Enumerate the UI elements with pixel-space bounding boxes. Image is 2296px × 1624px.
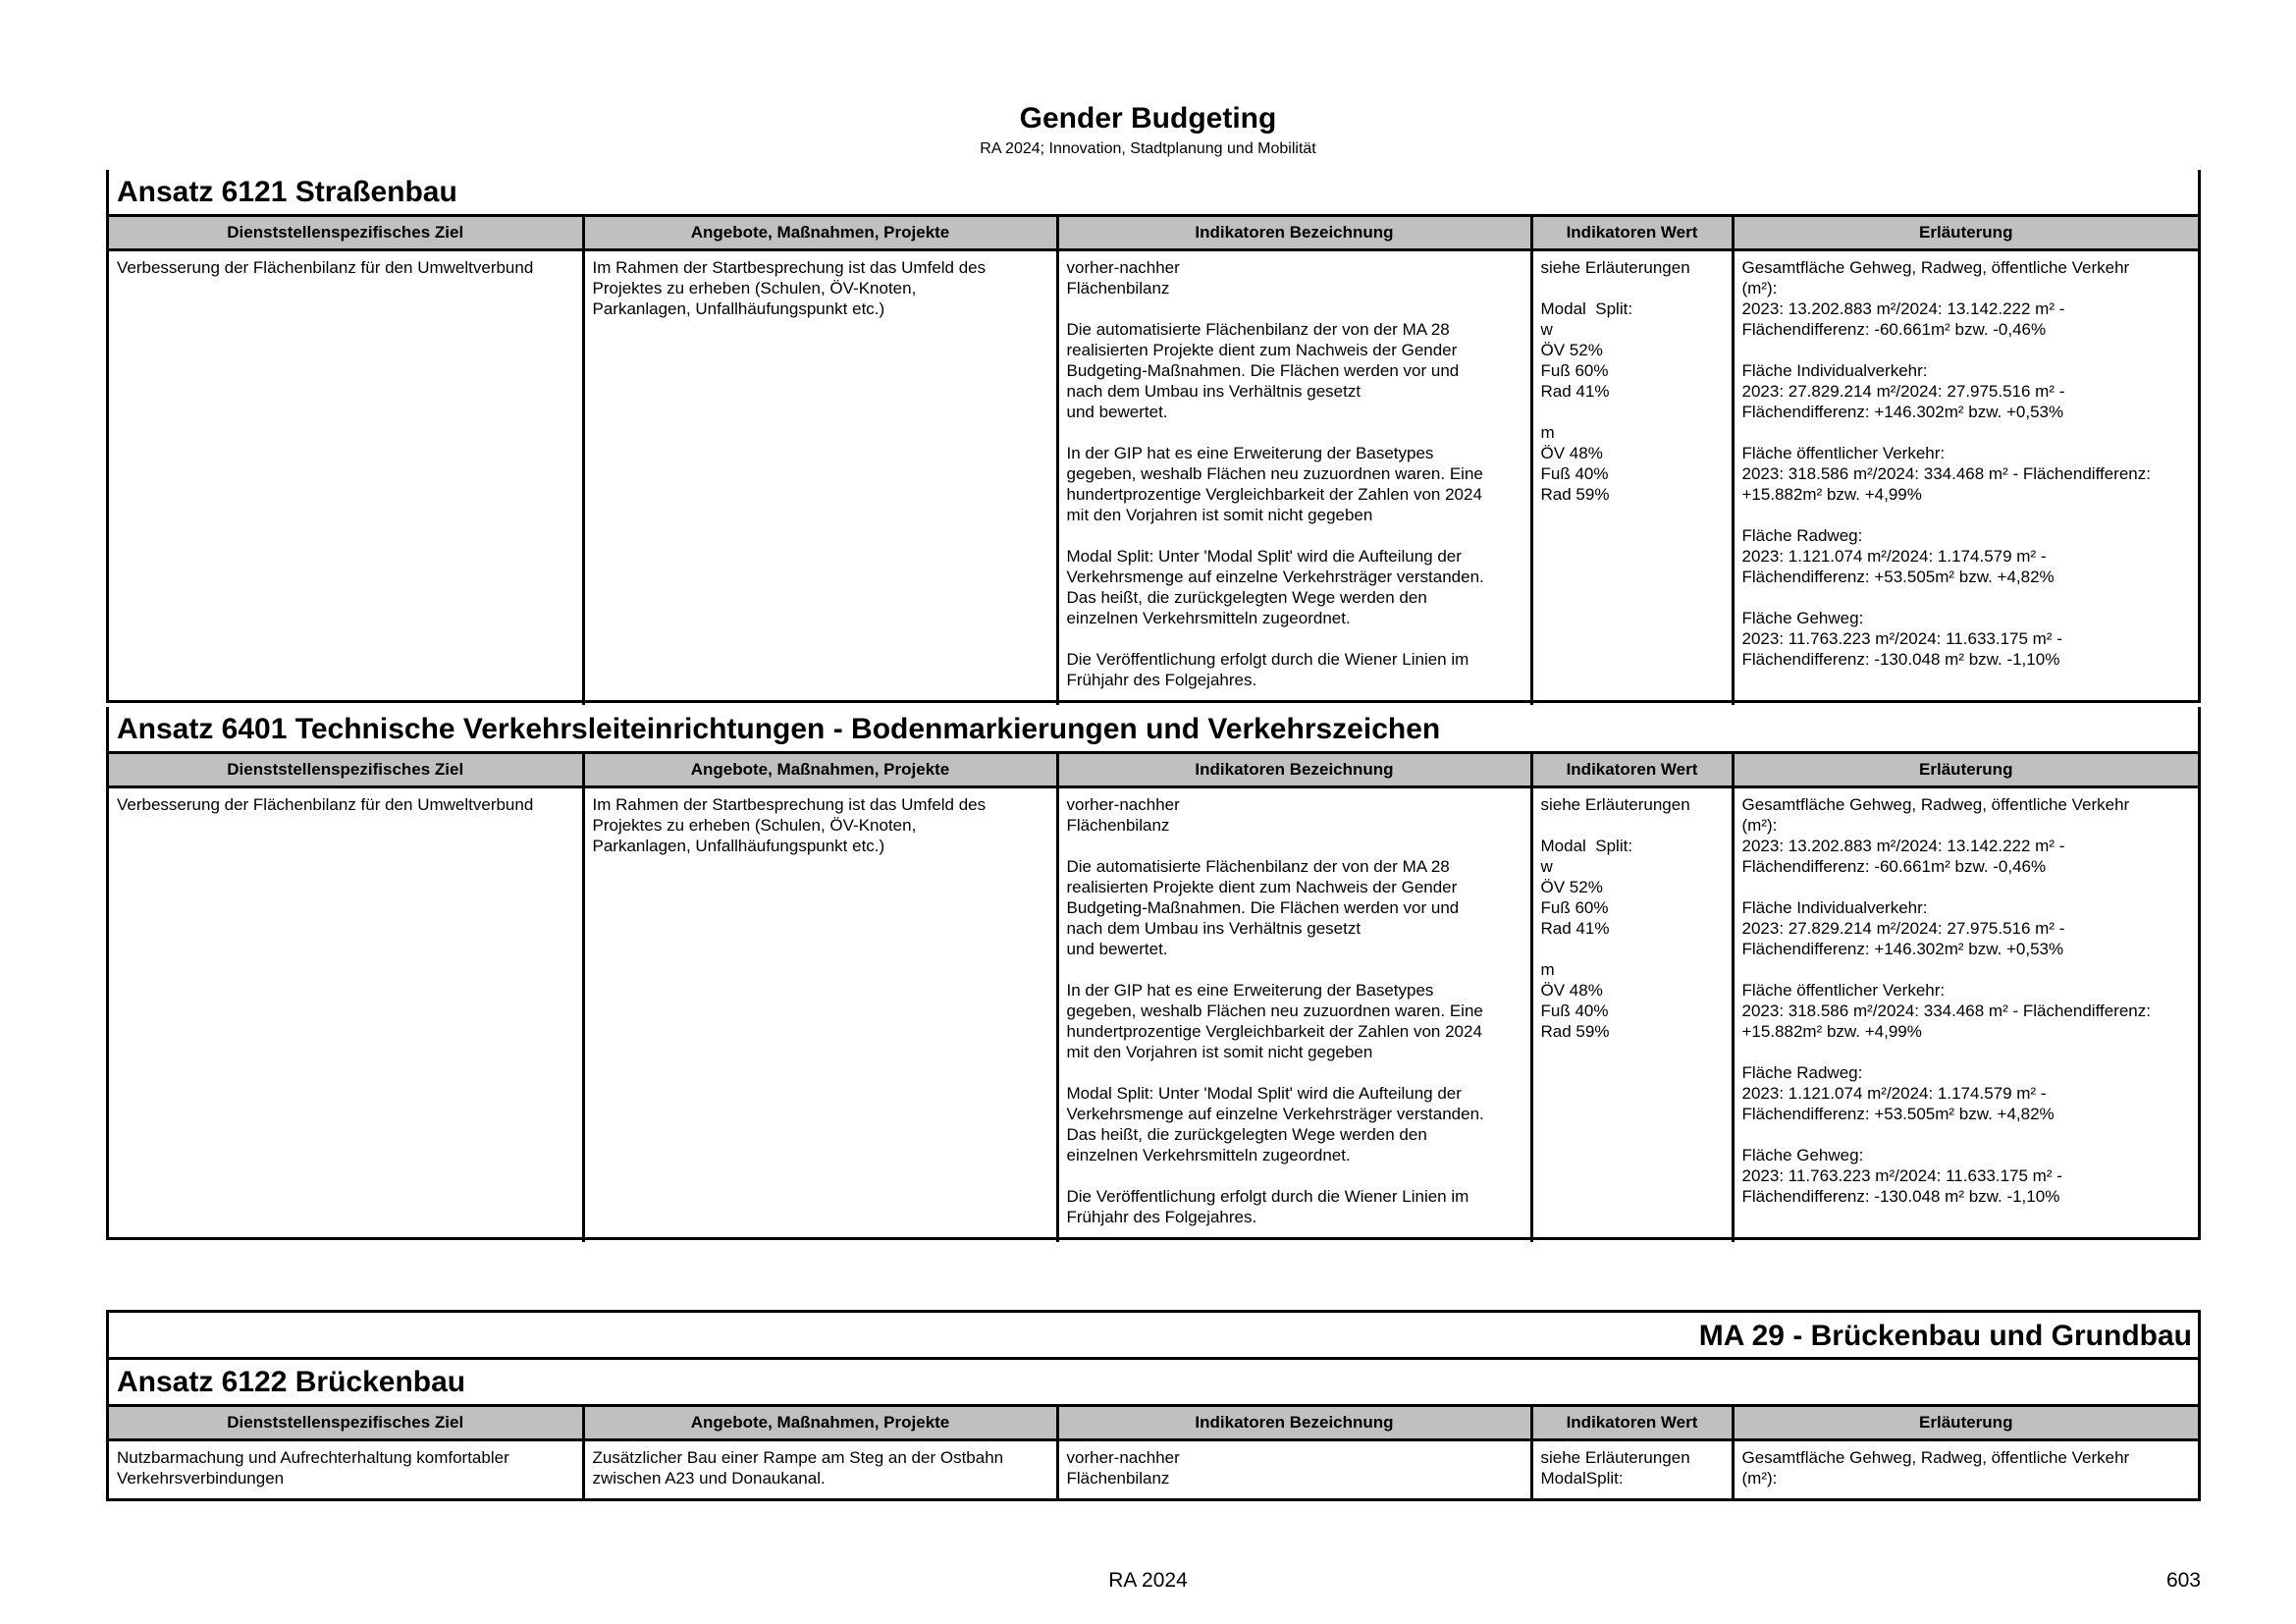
cell-erlaeuterung: Gesamtfläche Gehweg, Radweg, öffentliche Verkehr (m²): — [1733, 1440, 2198, 1501]
cell-indikator: vorher-nachher Flächenbilanz Die automatisierte Flächenbilanz der von der MA 28 realisierten Projekte dient zum Nachweis der Gender Budgeting-Maßnahmen. Die Flächen werden vor und nach dem Umbau ins Verhältnis gesetzt und bewertet. In der GIP hat es eine Erweiterung der Basetypes gegeben, weshalb Flächen neu zuzuordnen waren. Eine hundertprozentige Vergleichbarkeit der Zahlen von 2024 mit den Vorjahren ist somit nicht gegeben Modal Split: Unter 'Modal Split' wird die Aufteilung der Verkehrsmenge auf einzelne Verkehrsträger verstanden. Das heißt, die zurückgelegten Wege werden den einzelnen Verkehrsmitteln zugeordnet. Die Veröffentlichung erfolgt durch die Wiener Linien im Frühjahr des Folgejahres. — [1057, 787, 1531, 1243]
column-header-ziel: Dienststellenspezifisches Ziel — [109, 754, 583, 787]
cell-indikator: vorher-nachher Flächenbilanz — [1057, 1440, 1531, 1501]
cell-erlaeuterung: Gesamtfläche Gehweg, Radweg, öffentliche Verkehr (m²): 2023: 13.202.883 m²/2024: 13.142.222 m² - Flächendifferenz: -60.661m² bzw. -0,46% Fläche Individualverkehr: 2023: 27.829.214 m²/2024: 27.975.516 m² - Flächendifferenz: +146.302m² bzw. +0,53% Fläche öffentlicher Verkehr: 2023: 318.586 m²/2024: 334.468 m² - Flächendifferenz: +15.882m² bzw. +4,99% Fläche Radweg: 2023: 1.121.074 m²/2024: 1.174.579 m² - Flächendifferenz: +53.505m² bzw. +4,82% Fläche Gehweg: 2023: 11.763.223 m²/2024: 11.633.175 m² - Flächendifferenz: -130.048 m² bzw. -1,10% — [1733, 250, 2198, 706]
budget-table — [109, 217, 2198, 705]
table-row — [109, 787, 2198, 1243]
column-header-angebote: Angebote, Maßnahmen, Projekte — [583, 1407, 1057, 1440]
column-header-indikator: Indikatoren Bezeichnung — [1057, 754, 1531, 787]
column-header-wert: Indikatoren Wert — [1531, 754, 1733, 787]
cell-wert: siehe Erläuterungen Modal Split: w ÖV 52% Fuß 60% Rad 41% m ÖV 48% Fuß 40% Rad 59% — [1531, 787, 1733, 1243]
table-header-row — [109, 754, 2198, 787]
cell-ziel: Verbesserung der Flächenbilanz für den Umweltverbund — [117, 795, 534, 814]
document-title: Gender Budgeting — [1019, 102, 1277, 135]
section-ansatz-6401 — [106, 707, 2201, 1240]
table-row — [109, 1440, 2198, 1501]
budget-table — [109, 1407, 2198, 1500]
footer-label: RA 2024 — [1108, 1569, 1188, 1592]
cell-angebote: Zusätzlicher Bau einer Rampe am Steg an der Ostbahn zwischen A23 und Donaukanal. — [583, 1440, 1057, 1501]
column-header-ziel: Dienststellenspezifisches Ziel — [109, 217, 583, 250]
column-header-indikator: Indikatoren Bezeichnung — [1057, 1407, 1531, 1440]
cell-wert: siehe Erläuterungen Modal Split: w ÖV 52% Fuß 60% Rad 41% m ÖV 48% Fuß 40% Rad 59% — [1531, 250, 1733, 706]
table-header-row — [109, 217, 2198, 250]
column-header-angebote: Angebote, Maßnahmen, Projekte — [583, 217, 1057, 250]
section-ansatz-6121 — [106, 170, 2201, 703]
cell-wert: siehe Erläuterungen ModalSplit: — [1531, 1440, 1733, 1501]
cell-erlaeuterung: Gesamtfläche Gehweg, Radweg, öffentliche Verkehr (m²): 2023: 13.202.883 m²/2024: 13.142.222 m² - Flächendifferenz: -60.661m² bzw. -0,46% Fläche Individualverkehr: 2023: 27.829.214 m²/2024: 27.975.516 m² - Flächendifferenz: +146.302m² bzw. +0,53% Fläche öffentlicher Verkehr: 2023: 318.586 m²/2024: 334.468 m² - Flächendifferenz: +15.882m² bzw. +4,99% Fläche Radweg: 2023: 1.121.074 m²/2024: 1.174.579 m² - Flächendifferenz: +53.505m² bzw. +4,82% Fläche Gehweg: 2023: 11.763.223 m²/2024: 11.633.175 m² - Flächendifferenz: -130.048 m² bzw. -1,10% — [1733, 787, 2198, 1243]
unit-header: MA 29 - Brückenbau und Grundbau — [109, 1313, 2198, 1360]
column-header-wert: Indikatoren Wert — [1531, 1407, 1733, 1440]
cell-ziel: Verbesserung der Flächenbilanz für den Umweltverbund — [117, 258, 534, 277]
ansatz-title: Ansatz 6121 Straßenbau — [109, 170, 2198, 217]
column-header-erlaeuterung: Erläuterung — [1733, 754, 2198, 787]
column-header-wert: Indikatoren Wert — [1531, 217, 1733, 250]
ansatz-title: Ansatz 6401 Technische Verkehrsleiteinrichtungen - Bodenmarkierungen und Verkehrszeichen — [109, 707, 2198, 754]
column-header-indikator: Indikatoren Bezeichnung — [1057, 217, 1531, 250]
table-header-row — [109, 1407, 2198, 1440]
section-ansatz-6122 — [106, 1310, 2201, 1501]
column-header-ziel: Dienststellenspezifisches Ziel — [109, 1407, 583, 1440]
cell-indikator: vorher-nachher Flächenbilanz Die automatisierte Flächenbilanz der von der MA 28 realisierten Projekte dient zum Nachweis der Gender Budgeting-Maßnahmen. Die Flächen werden vor und nach dem Umbau ins Verhältnis gesetzt und bewertet. In der GIP hat es eine Erweiterung der Basetypes gegeben, weshalb Flächen neu zuzuordnen waren. Eine hundertprozentige Vergleichbarkeit der Zahlen von 2024 mit den Vorjahren ist somit nicht gegeben Modal Split: Unter 'Modal Split' wird die Aufteilung der Verkehrsmenge auf einzelne Verkehrsträger verstanden. Das heißt, die zurückgelegten Wege werden den einzelnen Verkehrsmitteln zugeordnet. Die Veröffentlichung erfolgt durch die Wiener Linien im Frühjahr des Folgejahres. — [1057, 250, 1531, 706]
column-header-erlaeuterung: Erläuterung — [1733, 1407, 2198, 1440]
column-header-erlaeuterung: Erläuterung — [1733, 217, 2198, 250]
ansatz-title: Ansatz 6122 Brückenbau — [109, 1360, 2198, 1407]
cell-angebote: Im Rahmen der Startbesprechung ist das Umfeld des Projektes zu erheben (Schulen, ÖV-Knoten, Parkanlagen, Unfallhäufungspunkt etc.) — [583, 787, 1057, 1243]
document-subtitle: RA 2024; Innovation, Stadtplanung und Mobilität — [980, 140, 1316, 157]
cell-ziel: Nutzbarmachung und Aufrechterhaltung komfortabler Verkehrsverbindungen — [117, 1448, 509, 1488]
budget-table — [109, 754, 2198, 1242]
page-number: 603 — [2165, 1569, 2201, 1592]
table-row — [109, 250, 2198, 706]
column-header-angebote: Angebote, Maßnahmen, Projekte — [583, 754, 1057, 787]
cell-angebote: Im Rahmen der Startbesprechung ist das Umfeld des Projektes zu erheben (Schulen, ÖV-Knoten, Parkanlagen, Unfallhäufungspunkt etc.) — [583, 250, 1057, 706]
